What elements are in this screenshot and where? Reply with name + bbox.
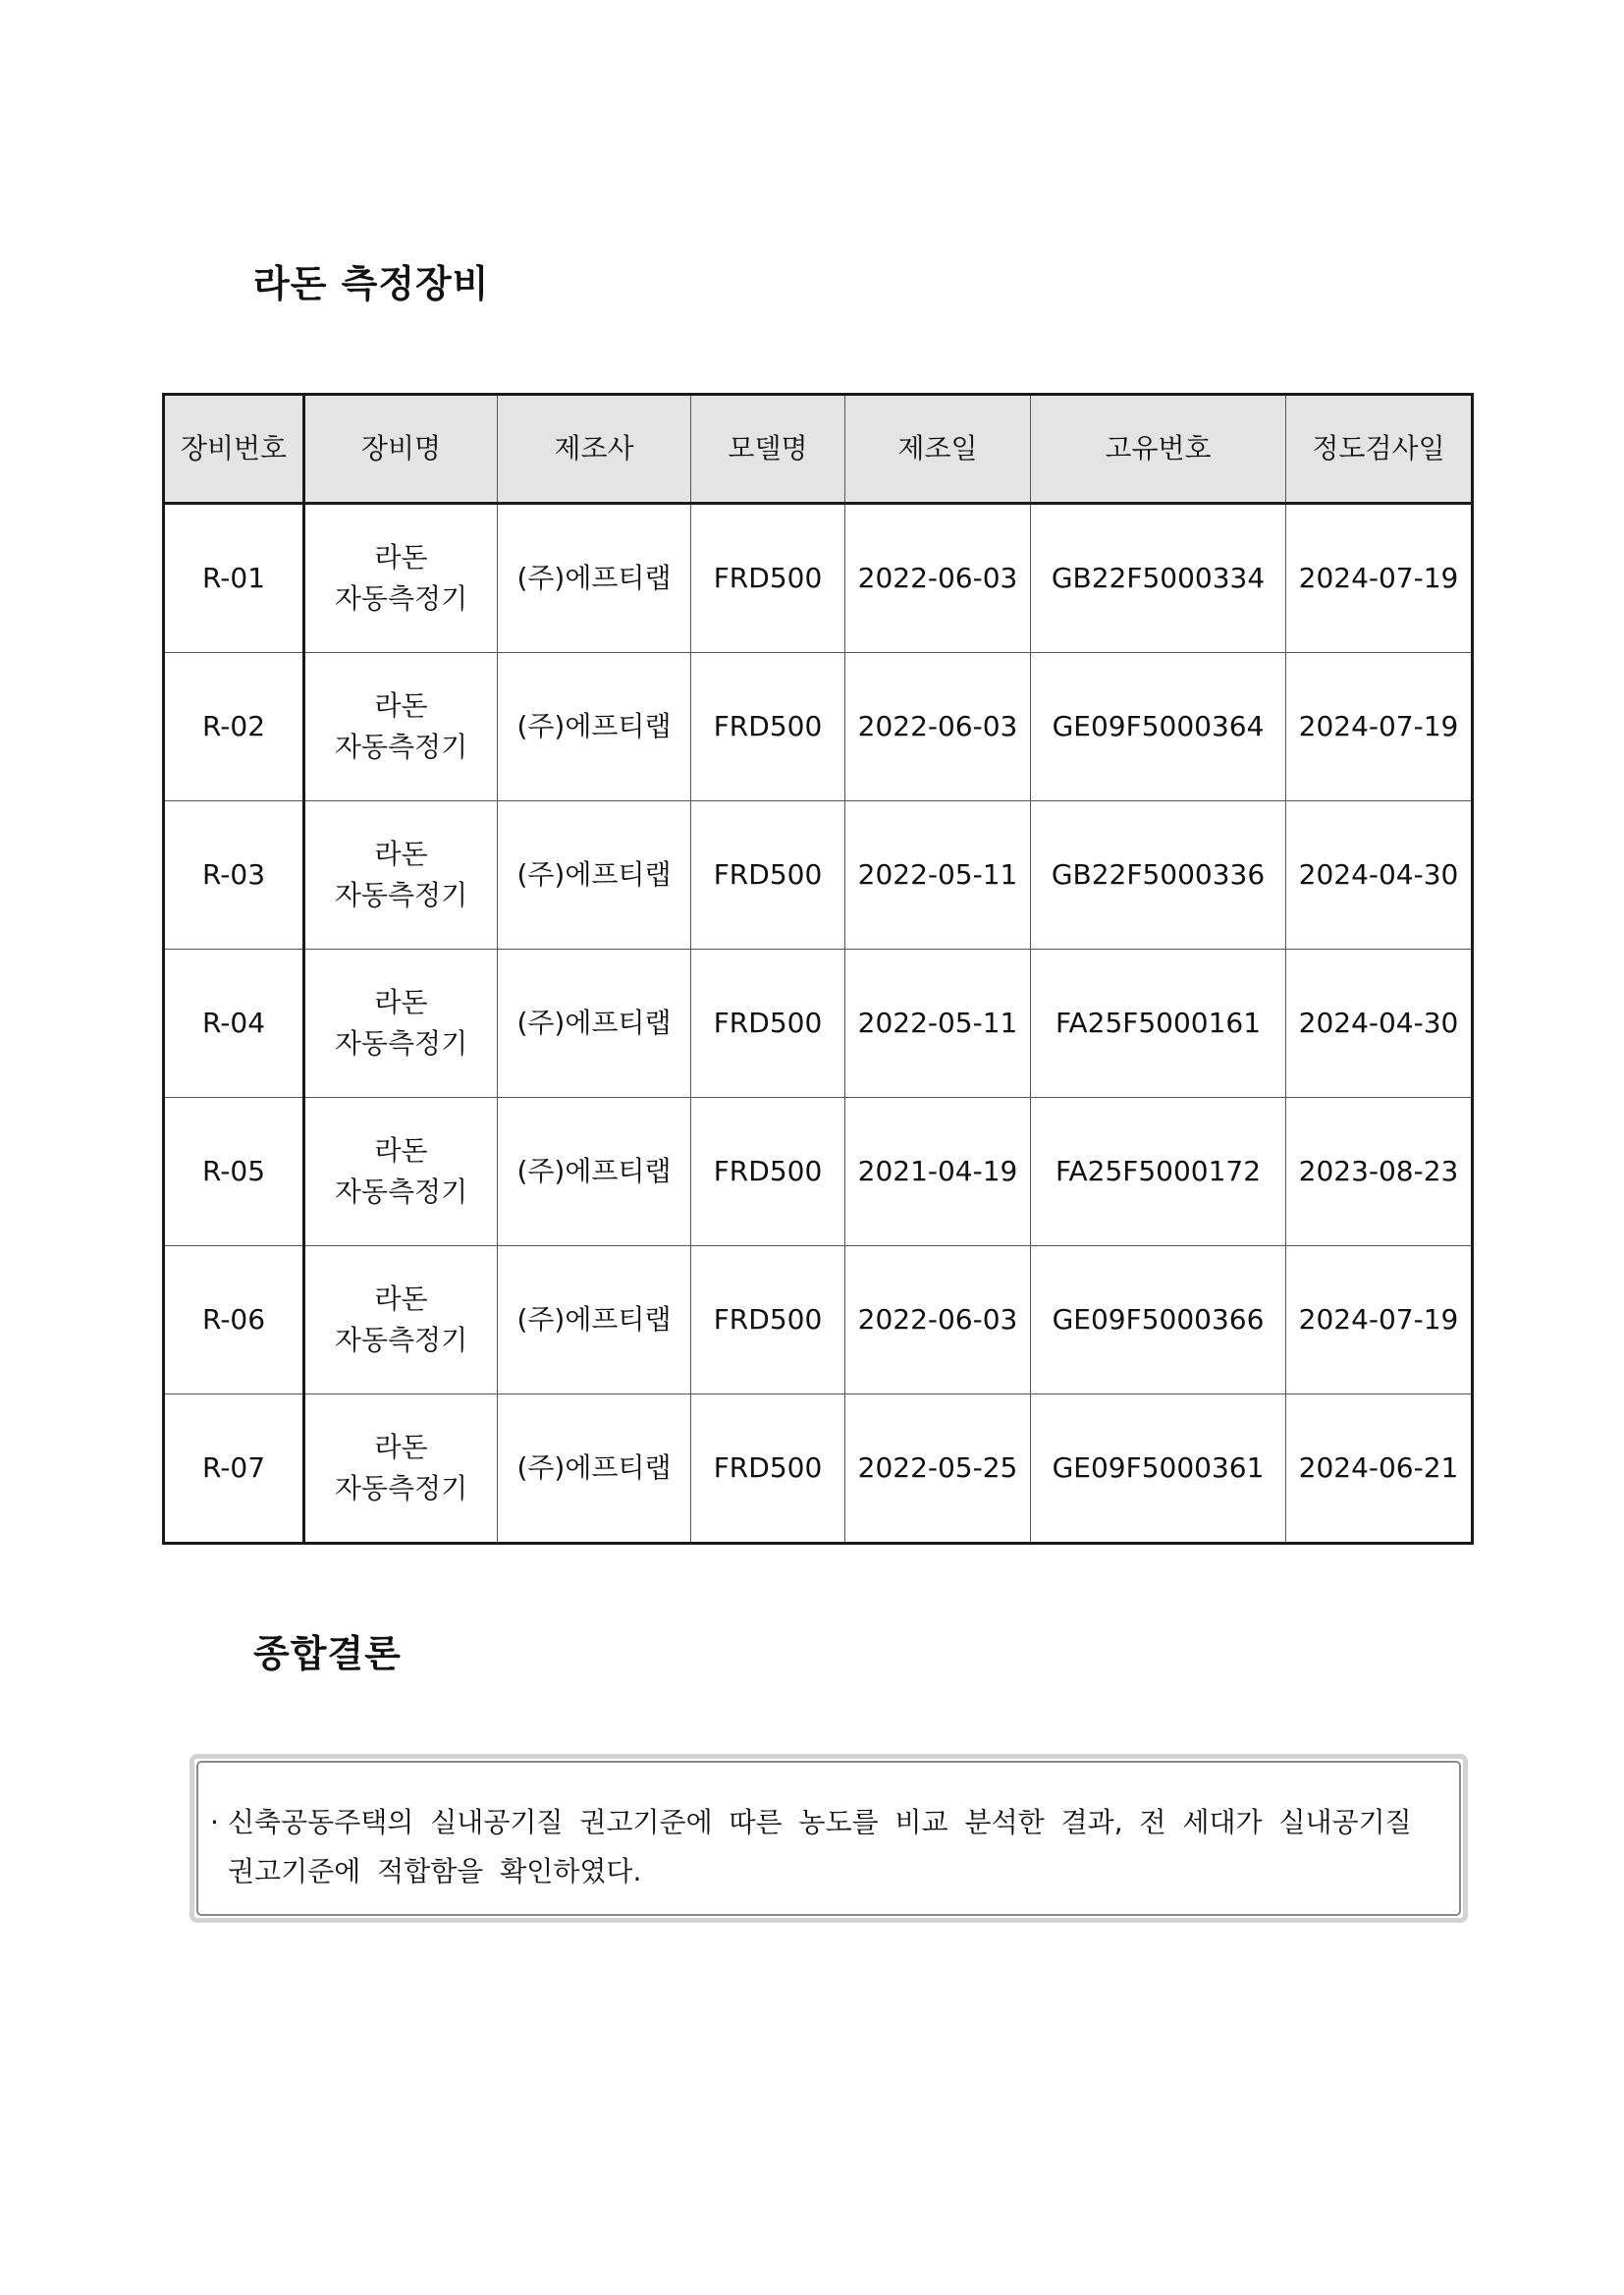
cell-serial-number: FA25F5000172 [1031, 1098, 1286, 1246]
table-header-row [164, 395, 1473, 504]
cell-equipment-id: R-07 [164, 1394, 304, 1544]
equipment-name-line2: 자동측정기 [334, 879, 468, 911]
cell-serial-number: FA25F5000161 [1031, 950, 1286, 1098]
equipment-name-line1: 라돈 [374, 689, 428, 722]
conclusion-box-inner [196, 1761, 1461, 1916]
equipment-name-line1: 라돈 [374, 541, 428, 574]
table-row [164, 1394, 1473, 1544]
cell-manufacture-date: 2022-05-11 [845, 950, 1031, 1098]
cell-equipment-name [304, 1394, 498, 1544]
equipment-table [162, 393, 1474, 1545]
equipment-name-line2: 자동측정기 [334, 1324, 468, 1356]
cell-manufacture-date: 2022-05-25 [845, 1394, 1031, 1544]
cell-equipment-name [304, 504, 498, 653]
cell-serial-number: GB22F5000334 [1031, 504, 1286, 653]
cell-manufacture-date: 2022-06-03 [845, 504, 1031, 653]
cell-serial-number: GE09F5000366 [1031, 1246, 1286, 1394]
equipment-name-line2: 자동측정기 [334, 731, 468, 763]
table-row [164, 801, 1473, 950]
cell-manufacture-date: 2022-06-03 [845, 1246, 1031, 1394]
table-row [164, 504, 1473, 653]
equipment-name-line2: 자동측정기 [334, 1027, 468, 1060]
cell-model: FRD500 [691, 950, 845, 1098]
header-manufacture-date: 제조일 [845, 395, 1031, 504]
cell-calibration-date: 2024-06-21 [1286, 1394, 1473, 1544]
cell-calibration-date: 2023-08-23 [1286, 1098, 1473, 1246]
cell-calibration-date: 2024-07-19 [1286, 1246, 1473, 1394]
bullet-icon: · [210, 1806, 219, 1838]
cell-manufacturer: (주)에프티랩 [498, 1246, 691, 1394]
cell-manufacture-date: 2021-04-19 [845, 1098, 1031, 1246]
equipment-name-line1: 라돈 [374, 986, 428, 1018]
cell-equipment-id: R-02 [164, 653, 304, 801]
table-row [164, 1098, 1473, 1246]
equipment-name-line1: 라돈 [374, 1134, 428, 1167]
cell-manufacture-date: 2022-06-03 [845, 653, 1031, 801]
cell-manufacturer: (주)에프티랩 [498, 950, 691, 1098]
cell-serial-number: GB22F5000336 [1031, 801, 1286, 950]
cell-manufacturer: (주)에프티랩 [498, 504, 691, 653]
header-model: 모델명 [691, 395, 845, 504]
table-row [164, 950, 1473, 1098]
cell-equipment-id: R-03 [164, 801, 304, 950]
conclusion-text: 신축공동주택의 실내공기질 권고기준에 따른 농도를 비교 분석한 결과, 전 세대가 실내공기질 권고기준에 적합함을 확인하였다. [228, 1806, 1412, 1887]
conclusion-section-title: 종합결론 [253, 1632, 402, 1675]
cell-calibration-date: 2024-04-30 [1286, 801, 1473, 950]
header-calibration-date: 정도검사일 [1286, 395, 1473, 504]
cell-equipment-name [304, 653, 498, 801]
cell-serial-number: GE09F5000364 [1031, 653, 1286, 801]
cell-equipment-id: R-01 [164, 504, 304, 653]
cell-calibration-date: 2024-04-30 [1286, 950, 1473, 1098]
cell-manufacturer: (주)에프티랩 [498, 1394, 691, 1544]
cell-manufacture-date: 2022-05-11 [845, 801, 1031, 950]
cell-model: FRD500 [691, 504, 845, 653]
table-row [164, 653, 1473, 801]
table-row [164, 1246, 1473, 1394]
cell-equipment-name [304, 1098, 498, 1246]
equipment-name-line2: 자동측정기 [334, 1175, 468, 1208]
cell-equipment-name [304, 950, 498, 1098]
equipment-section-title: 라돈 측정장비 [253, 262, 490, 305]
header-equipment-id: 장비번호 [164, 395, 304, 504]
cell-model: FRD500 [691, 801, 845, 950]
header-equipment-name: 장비명 [304, 395, 498, 504]
cell-manufacturer: (주)에프티랩 [498, 801, 691, 950]
cell-model: FRD500 [691, 653, 845, 801]
header-manufacturer: 제조사 [498, 395, 691, 504]
cell-manufacturer: (주)에프티랩 [498, 1098, 691, 1246]
cell-equipment-id: R-06 [164, 1246, 304, 1394]
cell-calibration-date: 2024-07-19 [1286, 504, 1473, 653]
cell-model: FRD500 [691, 1246, 845, 1394]
cell-calibration-date: 2024-07-19 [1286, 653, 1473, 801]
cell-model: FRD500 [691, 1098, 845, 1246]
cell-equipment-name [304, 1246, 498, 1394]
cell-manufacturer: (주)에프티랩 [498, 653, 691, 801]
cell-model: FRD500 [691, 1394, 845, 1544]
conclusion-box [189, 1754, 1468, 1923]
equipment-name-line1: 라돈 [374, 838, 428, 870]
cell-equipment-name [304, 801, 498, 950]
cell-serial-number: GE09F5000361 [1031, 1394, 1286, 1544]
cell-equipment-id: R-05 [164, 1098, 304, 1246]
equipment-name-line1: 라돈 [374, 1431, 428, 1463]
header-serial-number: 고유번호 [1031, 395, 1286, 504]
equipment-name-line2: 자동측정기 [334, 1472, 468, 1504]
cell-equipment-id: R-04 [164, 950, 304, 1098]
equipment-name-line1: 라돈 [374, 1283, 428, 1315]
equipment-name-line2: 자동측정기 [334, 582, 468, 615]
